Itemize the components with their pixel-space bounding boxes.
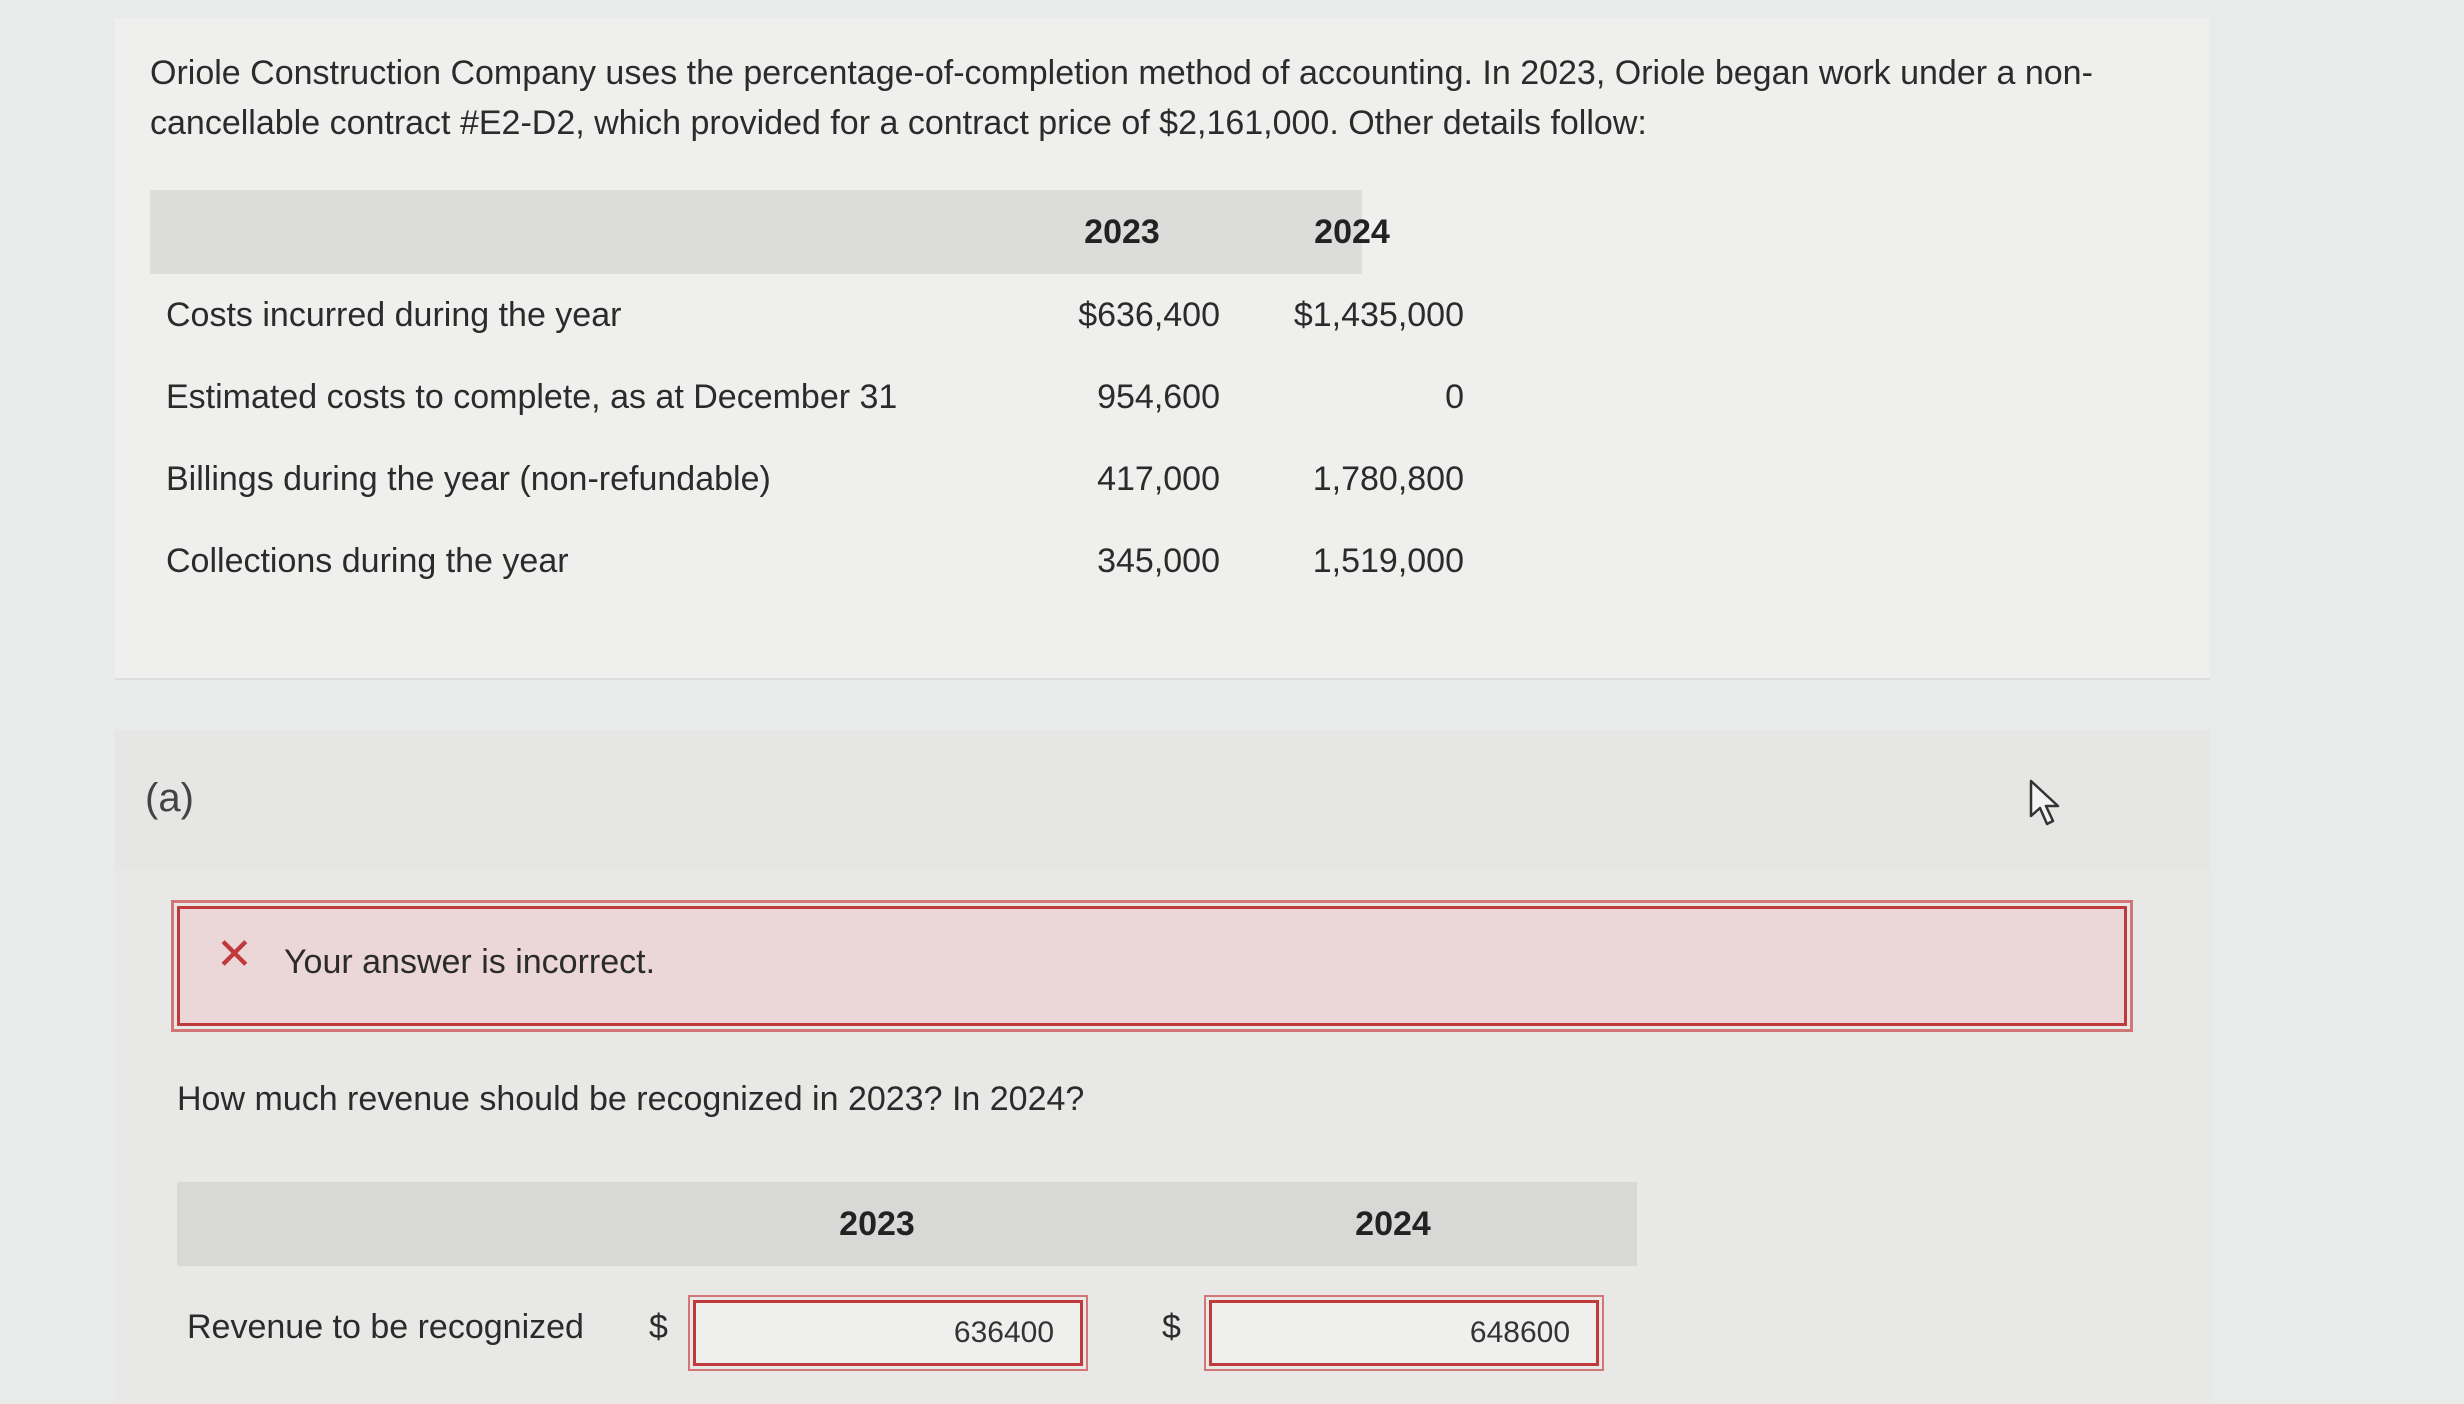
cell-2023: 417,000: [1097, 460, 1220, 498]
answer-column-header-2024: 2024: [1355, 1205, 1431, 1243]
column-header-2024: 2024: [1314, 213, 1390, 251]
contract-details-table: [150, 190, 1464, 602]
answer-row-label: Revenue to be recognized: [187, 1308, 584, 1346]
part-label: (a): [145, 776, 194, 820]
table-row: [150, 520, 1464, 602]
cell-2024: 1,519,000: [1312, 542, 1464, 580]
cell-2023: 345,000: [1097, 542, 1220, 580]
cell-2024: 0: [1445, 378, 1464, 416]
answer-section: [115, 870, 2210, 1404]
cell-2023: $636,400: [1078, 296, 1220, 334]
table-row: [150, 438, 1464, 520]
table-header: [150, 190, 1390, 274]
answer-table-header: [177, 1182, 1637, 1266]
problem-statement: Oriole Construction Company uses the percentage-of-completion method of accounting. In 2023, Oriole began work under a non-cancellable contract #E2-D2, which provided for a contract price of $2,161,000. Other details follow:: [150, 54, 2093, 142]
cell-2024: $1,435,000: [1293, 296, 1464, 334]
row-label: Collections during the year: [166, 542, 569, 580]
error-banner: [177, 906, 2127, 1026]
part-header: [115, 730, 2210, 870]
error-message: Your answer is incorrect.: [284, 943, 656, 981]
close-icon: ✕: [216, 930, 253, 979]
question-text: How much revenue should be recognized in 2023? In 2024?: [177, 1080, 1085, 1118]
mouse-pointer-icon: [2027, 778, 2067, 828]
answer-column-header-2023: 2023: [839, 1205, 915, 1243]
currency-symbol: $: [649, 1308, 668, 1346]
currency-symbol: $: [1162, 1308, 1181, 1346]
revenue-2024-input[interactable]: [1209, 1300, 1599, 1366]
revenue-2023-input[interactable]: [693, 1300, 1083, 1366]
row-label: Estimated costs to complete, as at December 31: [166, 378, 898, 416]
row-label: Billings during the year (non-refundable): [166, 460, 771, 498]
cell-2024: 1,780,800: [1312, 460, 1464, 498]
problem-card: [115, 18, 2210, 680]
table-row: [150, 274, 1464, 356]
column-header-2023: 2023: [1084, 213, 1160, 251]
cell-2023: 954,600: [1097, 378, 1220, 416]
table-row: [150, 356, 1464, 438]
answer-row-revenue: [177, 1280, 1677, 1380]
row-label: Costs incurred during the year: [166, 296, 622, 334]
